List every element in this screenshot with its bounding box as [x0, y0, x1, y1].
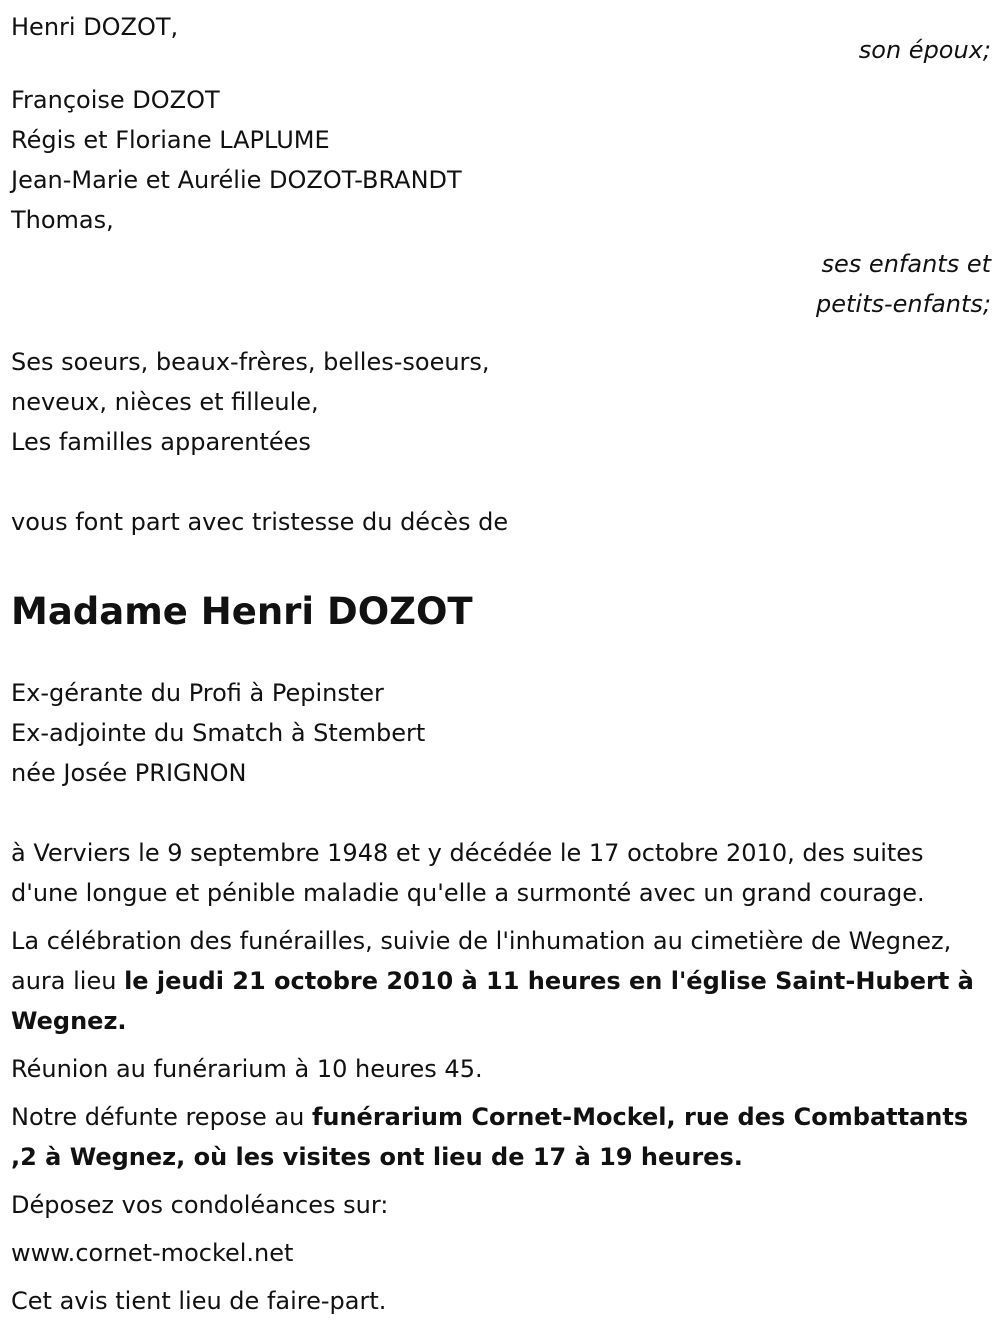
child-entry: Thomas,: [11, 206, 114, 234]
website-link[interactable]: www.cornet-mockel.net: [11, 1239, 294, 1267]
ceremony-date-location: le jeudi 21 octobre 2010 à 11 heures en l'église Saint-Hubert à Wegnez.: [11, 967, 974, 1035]
husband-name: Henri DOZOT,: [11, 13, 179, 41]
detail-line: Ex-gérante du Profi à Pepinster: [11, 679, 384, 707]
husband-role: son époux;: [858, 36, 991, 64]
deceased-name: Madame Henri DOZOT: [11, 590, 473, 633]
meeting-info: Réunion au funérarium à 10 heures 45.: [11, 1055, 483, 1083]
ceremony-paragraph: [11, 921, 986, 1041]
closing-note: Cet avis tient lieu de faire-part.: [11, 1287, 387, 1315]
child-entry: Régis et Floriane LAPLUME: [11, 126, 330, 154]
child-entry: Jean-Marie et Aurélie DOZOT-BRANDT: [11, 166, 462, 194]
relatives-entry: Les familles apparentées: [11, 428, 311, 456]
detail-line: Ex-adjointe du Smatch à Stembert: [11, 719, 426, 747]
detail-line: née Josée PRIGNON: [11, 759, 247, 787]
relatives-entry: neveux, nièces et filleule,: [11, 388, 319, 416]
repose-paragraph: [11, 1097, 986, 1177]
deceased-details: [11, 673, 991, 793]
children-role-line1: ses enfants et: [821, 250, 991, 278]
children-role-line2: petits-enfants;: [816, 290, 991, 318]
children-list: [11, 80, 991, 240]
ceremony-text: La célébration des funérailles, suivie de l'inhumation au cimetière de Wegnez, aura lieu: [11, 927, 952, 995]
condolences-label: Déposez vos condoléances sur:: [11, 1191, 389, 1219]
birth-death-paragraph: à Verviers le 9 septembre 1948 et y décédée le 17 octobre 2010, des suites d'une longue et pénible maladie qu'elle a surmonté avec un grand courage.: [11, 839, 925, 907]
repose-text: Notre défunte repose au: [11, 1103, 312, 1131]
announcement-intro: vous font part avec tristesse du décès de: [11, 508, 509, 536]
relatives-list: [11, 342, 991, 462]
obituary-notice: [11, 7, 991, 1321]
child-entry: Françoise DOZOT: [11, 86, 220, 114]
repose-location: funérarium Cornet-Mockel, rue des Combattants ,2 à Wegnez, où les visites ont lieu de 17 à 19 heures.: [11, 1103, 969, 1171]
relatives-entry: Ses soeurs, beaux-frères, belles-soeurs,: [11, 348, 490, 376]
